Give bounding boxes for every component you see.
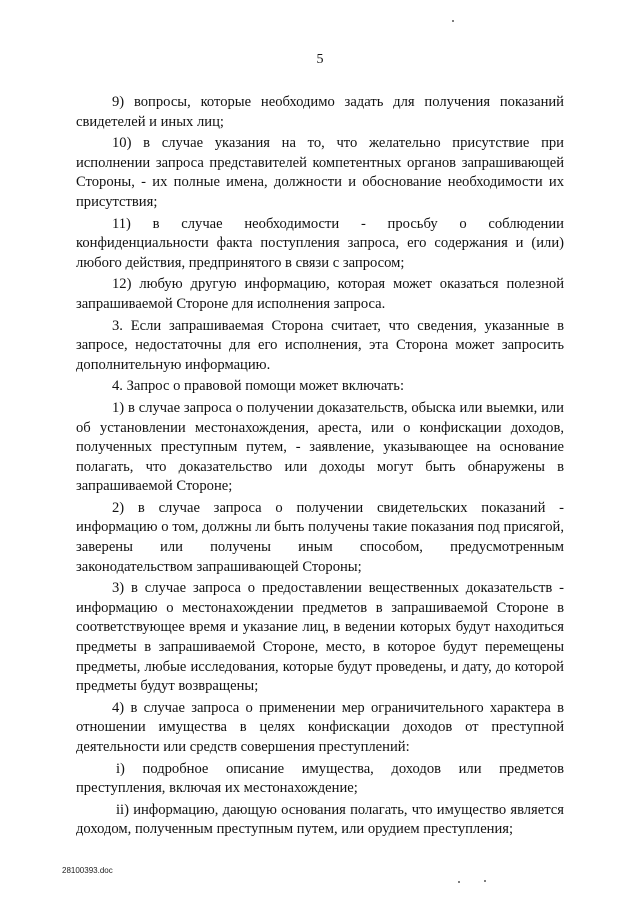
item-2-testimony: 2) в случае запроса о получении свидетельских показаний - информацию о том, должны ли быть получены такие показания под присягой, заверены или получены иным способом, предусмотренным законодательством запрашивающей Стороны; — [76, 499, 564, 575]
document-body — [76, 93, 564, 842]
paragraph-10-presence: 10) в случае указания на то, что желательно присутствие при исполнении запроса представителей компетентных органов запрашивающей Стороны, - их полные имена, должности и обоснование необходимости их присутствия; — [76, 135, 564, 210]
scan-speck — [484, 880, 486, 882]
item-4-restrictive-measures: 4) в случае запроса о применении мер ограничительного характера в отношении имущества в целях конфискации доходов от преступной деятельности или средств совершения преступлений: — [76, 699, 564, 755]
item-3-physical-evidence: 3) в случае запроса о предоставлении вещественных доказательств - информацию о местонахождении предметов в запрашиваемой Стороне в соответствующее время и указание лиц, в ведении которых будут находиться предметы в запрашиваемой Стороне, место, в которое будут перемещены предметы, любые исследования, которые будут проведены, и дату, до которой предметы будут возвращены; — [76, 580, 564, 695]
paragraph-9-questions: 9) вопросы, которые необходимо задать для получения показаний свидетелей и иных лиц; — [76, 94, 564, 130]
subitem-ii-grounds: ii) информацию, дающую основания полагать, что имущество является доходом, полученным преступным путем, или орудием преступления; — [76, 801, 564, 838]
page-number: 5 — [316, 52, 324, 67]
paragraph-12-other-info: 12) любую другую информацию, которая может оказаться полезной запрашиваемой Стороне для исполнения запроса. — [76, 276, 564, 312]
file-name-footer: 28100393.doc — [62, 866, 113, 875]
clause-3-insufficient: 3. Если запрашиваемая Сторона считает, что сведения, указанные в запросе, недостаточны для его исполнения, эта Сторона может запросить дополнительную информацию. — [76, 317, 564, 373]
scan-speck — [458, 881, 460, 883]
paragraph-11-confidentiality: 11) в случае необходимости - просьбу о соблюдении конфиденциальности факта поступления запроса, его содержания и (или) любого действия, предпринятого в связи с запросом; — [76, 215, 564, 271]
scan-speck — [452, 20, 454, 22]
item-1-evidence: 1) в случае запроса о получении доказательств, обыска или выемки, или об установлении местонахождения, ареста, или о конфискации доходов, полученных преступным путем, - заявление, указывающее на основание полагать, что доказательство или доходы могут быть обнаружены в запрашиваемой Стороне; — [76, 399, 564, 495]
clause-4-may-include: 4. Запрос о правовой помощи может включать: — [112, 378, 405, 395]
subitem-i-description: i) подробное описание имущества, доходов или предметов преступления, включая их местонахождение; — [76, 760, 564, 797]
